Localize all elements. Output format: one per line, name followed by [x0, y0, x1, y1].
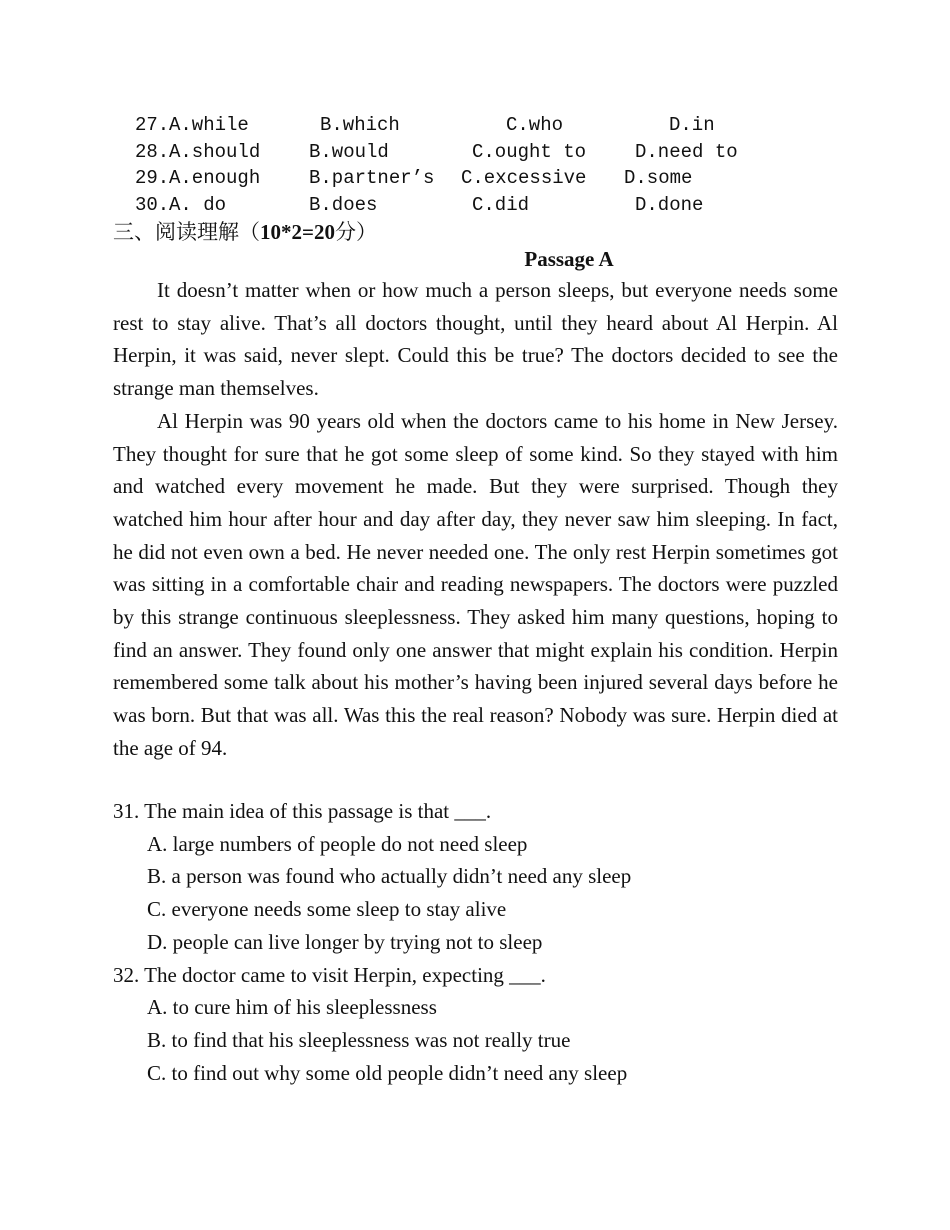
question-number: 27. [135, 114, 170, 136]
question-list [113, 795, 843, 1089]
option-b: B.partner’s [309, 167, 435, 189]
option-d: D.done [635, 193, 704, 216]
option-d: D.in [669, 114, 715, 136]
option-d: D.some [624, 167, 693, 189]
question-option: B. a person was found who actually didn’t need any sleep [147, 864, 632, 889]
passage-body [113, 274, 838, 765]
passage-paragraph: It doesn’t matter when or how much a person sleeps, but everyone needs some rest to stay alive. That’s all doctors thought, until they heard about Al Herpin. Al Herpin, it was said, never slept. Could this be true? The doctors decided to see the strange man themselves. [113, 278, 838, 401]
cloze-choices [135, 112, 855, 218]
choice-row [135, 139, 855, 166]
passage-title: Passage A [524, 247, 614, 271]
option-c: C.who [506, 114, 564, 136]
option-b: B.which [320, 114, 400, 136]
question-option: B. to find that his sleeplessness was not really true [147, 1027, 571, 1052]
question-number: 28. [135, 140, 170, 163]
question-stem: 31. The main idea of this passage is that ___. [113, 799, 492, 823]
choice-row [135, 112, 855, 139]
question-option: D. people can live longer by trying not to sleep [147, 929, 543, 954]
section-score: 10*2=20 [260, 220, 335, 244]
option-c: C.ought to [472, 140, 587, 163]
section-title [113, 218, 377, 246]
question-option: C. to find out why some old people didn’t need any sleep [147, 1060, 628, 1085]
option-c: C.excessive [461, 167, 587, 189]
section-title-cn: 三、阅读理解（ [113, 220, 260, 244]
question-option: C. everyone needs some sleep to stay alive [147, 897, 507, 922]
question-number: 29. [135, 167, 170, 189]
choice-row [135, 165, 855, 192]
question-stem: 32. The doctor came to visit Herpin, expecting ___. [113, 962, 546, 987]
option-b: B.does [309, 193, 378, 216]
option-a: A.enough [169, 167, 261, 189]
section-score-cn: 分） [334, 220, 377, 244]
option-a: A. do [169, 193, 227, 216]
question-option: A. large numbers of people do not need sleep [147, 831, 528, 856]
question-option: A. to cure him of his sleeplessness [147, 995, 437, 1020]
option-d: D.need to [635, 140, 738, 163]
option-a: A.should [169, 140, 261, 163]
option-b: B.would [309, 140, 389, 163]
option-c: C.did [472, 193, 530, 216]
option-a: A.while [169, 114, 249, 136]
choice-row [135, 192, 855, 219]
passage-paragraph: Al Herpin was 90 years old when the doctors came to his home in New Jersey. They thought for sure that he got some sleep of some kind. So they stayed with him and watched every movement he made. But they were surprised. Though they watched him hour after hour and day after day, they never saw him sleeping. In fact, he did not even own a bed. He never needed one. The only rest Herpin sometimes got was sitting in a comfortable chair and reading newspapers. The doctors were puzzled by this strange continuous sleeplessness. They asked him many questions, hoping to find an answer. They found only one answer that might explain his condition. Herpin remembered some talk about his mother’s having been injured several days before he was born. But that was all. Was this the real reason? Nobody was sure. Herpin died at the age of 94. [113, 408, 838, 760]
question-number: 30. [135, 193, 170, 216]
